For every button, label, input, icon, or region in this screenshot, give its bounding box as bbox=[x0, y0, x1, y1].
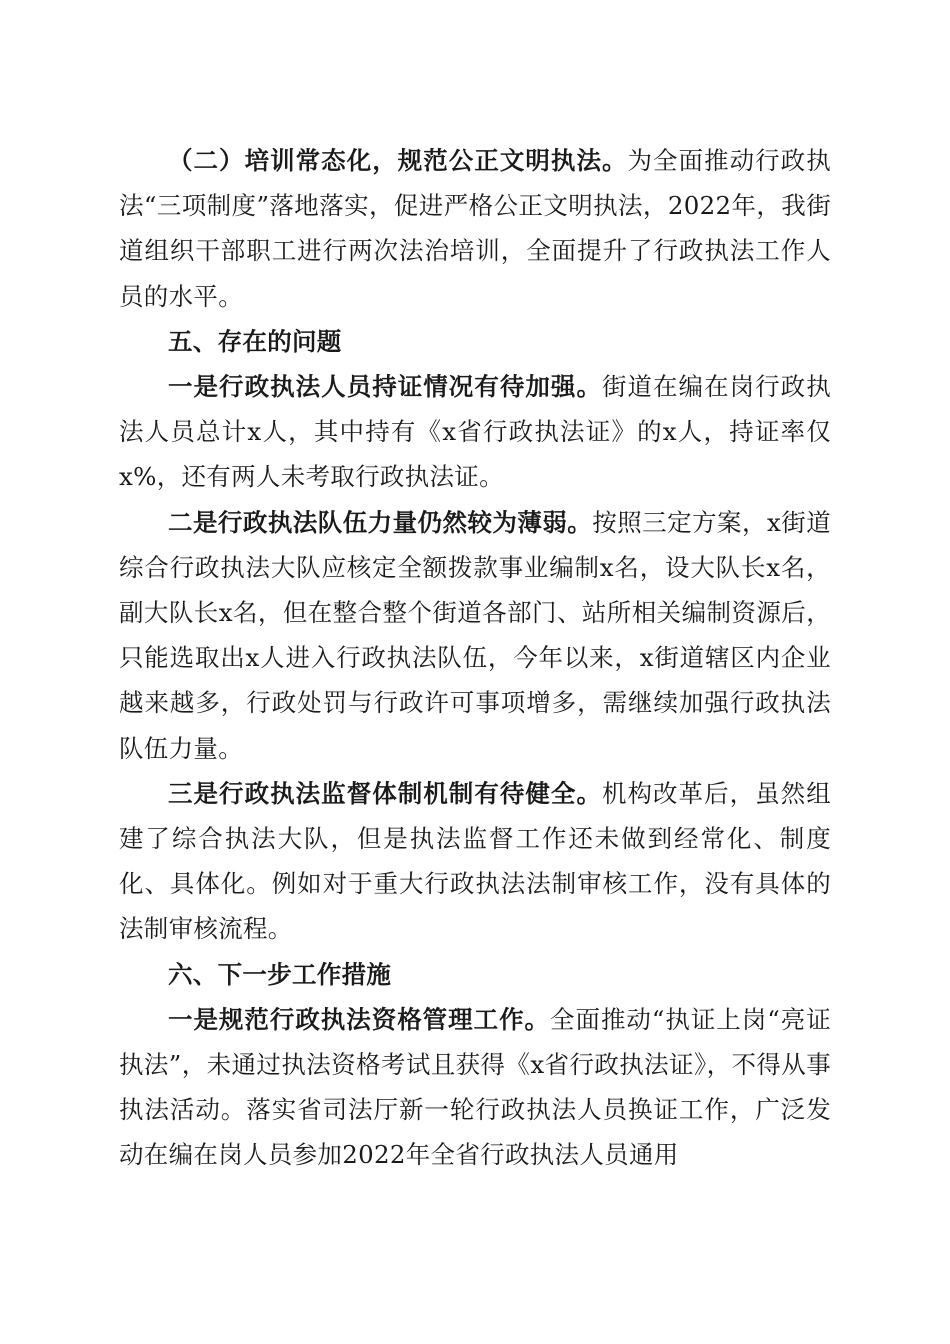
paragraph-training bbox=[119, 138, 831, 319]
paragraph-lead: 三是行政执法监督体制机制有待健全。 bbox=[168, 778, 602, 808]
paragraph-problem-1 bbox=[119, 364, 831, 500]
paragraph-text: 为全面推动行政执法“三项制度”落地落实，促进严格公正文明执法，2022年，我街道组织干部职工进行两次法治培训，全面提升了行政执法工作人员的水平。 bbox=[119, 146, 831, 311]
paragraph-lead: （二）培训常态化，规范公正文明执法。 bbox=[168, 146, 628, 175]
paragraph-lead: 一是规范行政执法资格管理工作。 bbox=[168, 1004, 551, 1034]
paragraph-problem-3 bbox=[119, 771, 831, 952]
paragraph-text: 全面推动“执证上岗“亮证执法”，未通过执法资格考试且获得《x省行政执法证》，不得从事执法活动。落实省司法厅新一轮行政执法人员换证工作，广泛发动在编在岗人员参加2022年全省行政执法人员通用 bbox=[119, 1004, 832, 1170]
paragraph-text: 机构改革后，虽然组建了综合执法大队，但是执法监督工作还未做到经常化、制度化、具体化。例如对于重大行政执法法制审核工作，没有具体的法制审核流程。 bbox=[119, 778, 831, 944]
paragraph-measure-1 bbox=[119, 997, 831, 1178]
section-heading-problems: 五、存在的问题 bbox=[168, 326, 342, 356]
document-body bbox=[119, 138, 831, 1178]
paragraph-problem-2 bbox=[119, 500, 831, 771]
paragraph-lead: 一是行政执法人员持证情况有待加强。 bbox=[168, 372, 602, 402]
paragraph-text: 按照三定方案，x街道综合行政执法大队应核定全额拨款事业编制x名，设大队长x名，副大队长x名，但在整合整个街道各部门、站所相关编制资源后，只能选取出x人进入行政执法队伍，今年以来，x街道辖区内企业越来越多，行政处罚与行政许可事项增多，需继续加强行政执法队伍力量。 bbox=[119, 507, 831, 763]
section-heading-next-steps: 六、下一步工作措施 bbox=[168, 959, 392, 989]
paragraph-lead: 二是行政执法队伍力量仍然较为薄弱。 bbox=[168, 507, 593, 537]
paragraph-text: 街道在编在岗行政执法人员总计x人，其中持有《x省行政执法证》的x人，持证率仅x%，还有两人未考取行政执法证。 bbox=[119, 372, 831, 492]
